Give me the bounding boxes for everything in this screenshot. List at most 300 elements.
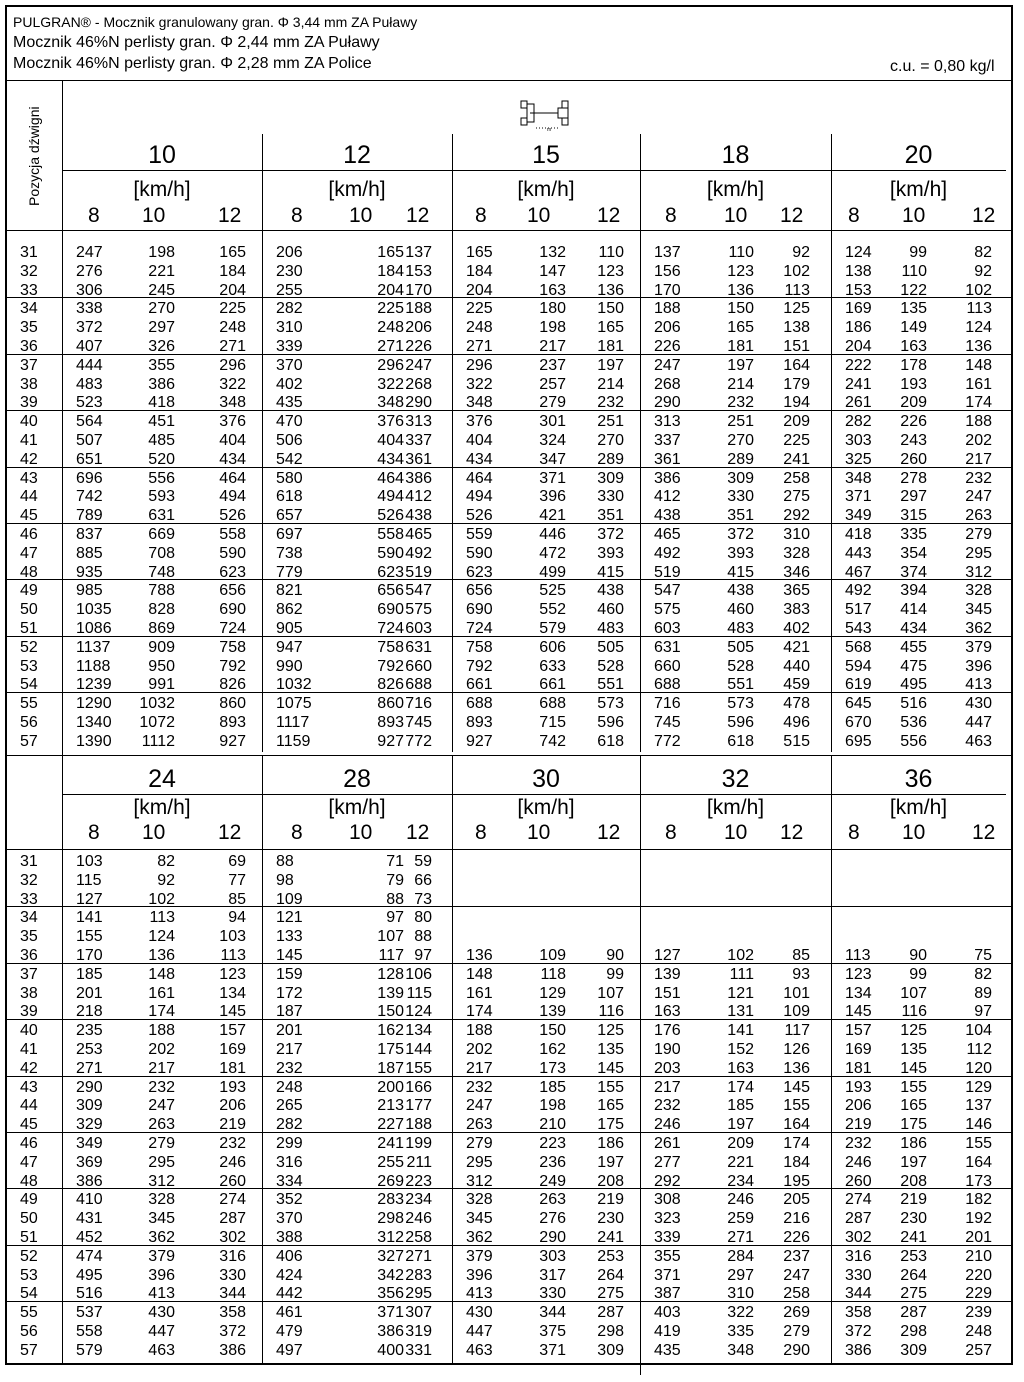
header-subtitle-1: Mocznik 46%N perlisty gran. Φ 2,44 mm ZA Puławy xyxy=(13,34,380,51)
rate-value: 204 xyxy=(466,282,493,299)
rate-value: 430 xyxy=(148,1304,175,1321)
rate-value: 594 xyxy=(845,658,872,675)
rate-value: 292 xyxy=(654,1173,681,1190)
rate-value: 552 xyxy=(539,601,566,618)
rate-value: 241 xyxy=(783,451,810,468)
rate-value: 248 xyxy=(466,319,493,336)
rate-value: 412 xyxy=(405,488,432,505)
lever-position-value: 35 xyxy=(20,928,38,945)
rate-value: 85 xyxy=(228,891,246,908)
speed-label: 8 xyxy=(291,204,303,227)
rate-value: 174 xyxy=(148,1003,175,1020)
rate-value: 505 xyxy=(597,639,624,656)
rate-value: 227 xyxy=(377,1116,404,1133)
rate-value: 515 xyxy=(783,733,810,750)
speed-label: 8 xyxy=(848,204,860,227)
rate-value: 157 xyxy=(845,1022,872,1039)
rate-value: 102 xyxy=(783,263,810,280)
rate-value: 260 xyxy=(900,451,927,468)
rate-value: 179 xyxy=(783,376,810,393)
rate-value: 862 xyxy=(276,601,303,618)
rate-value: 279 xyxy=(466,1135,493,1152)
lever-position-value: 41 xyxy=(20,1041,38,1058)
rate-value: 413 xyxy=(148,1285,175,1302)
rate-value: 324 xyxy=(539,432,566,449)
rate-value: 633 xyxy=(539,658,566,675)
rate-value: 150 xyxy=(597,300,624,317)
rate-value: 296 xyxy=(219,357,246,374)
rate-value: 745 xyxy=(654,714,681,731)
header-title: PULGRAN® - Mocznik granulowany gran. Φ 3,44 mm ZA Puławy xyxy=(13,14,418,30)
rate-value: 348 xyxy=(466,394,493,411)
rate-value: 194 xyxy=(783,394,810,411)
rate-value: 660 xyxy=(405,658,432,675)
speed-label: 8 xyxy=(291,821,303,844)
rate-value: 483 xyxy=(727,620,754,637)
rate-value: 345 xyxy=(466,1210,493,1227)
lever-position-value: 39 xyxy=(20,1003,38,1020)
rate-value: 99 xyxy=(909,244,927,261)
rate-value: 826 xyxy=(219,676,246,693)
rate-value: 596 xyxy=(727,714,754,731)
rate-value: 185 xyxy=(727,1097,754,1114)
rate-value: 279 xyxy=(783,1323,810,1340)
working-width-label: 12 xyxy=(343,141,371,169)
rate-value: 219 xyxy=(845,1116,872,1133)
rate-value: 113 xyxy=(966,300,992,317)
rate-value: 520 xyxy=(148,451,175,468)
rate-value: 153 xyxy=(405,263,432,280)
rate-value: 164 xyxy=(783,357,810,374)
rate-value: 123 xyxy=(727,263,754,280)
rate-value: 415 xyxy=(597,564,624,581)
speed-unit-label: [km/h] xyxy=(133,178,191,201)
rate-value: 121 xyxy=(727,985,754,1002)
rate-value: 276 xyxy=(76,263,103,280)
rate-value: 155 xyxy=(597,1079,624,1096)
rate-value: 232 xyxy=(654,1097,681,1114)
rate-value: 443 xyxy=(845,545,872,562)
width-column-divider xyxy=(262,134,263,752)
lever-position-value: 40 xyxy=(20,1022,38,1039)
rate-value: 279 xyxy=(539,394,566,411)
rate-value: 351 xyxy=(727,507,754,524)
rate-value: 165 xyxy=(900,1097,927,1114)
rate-value: 237 xyxy=(783,1248,810,1265)
rate-value: 275 xyxy=(597,1285,624,1302)
rate-value: 202 xyxy=(148,1041,175,1058)
lever-position-value: 54 xyxy=(20,1285,38,1302)
rate-value: 217 xyxy=(654,1079,681,1096)
rate-value: 526 xyxy=(466,507,493,524)
rate-value: 134 xyxy=(405,1022,432,1039)
rate-value: 523 xyxy=(76,394,103,411)
working-width-label: 32 xyxy=(721,765,750,793)
rate-value: 460 xyxy=(597,601,624,618)
rate-value: 232 xyxy=(466,1079,493,1096)
rate-value: 547 xyxy=(654,582,681,599)
rate-value: 271 xyxy=(466,338,493,355)
working-width-label: 24 xyxy=(148,765,176,793)
speed-label: 12 xyxy=(218,821,242,844)
rate-value: 289 xyxy=(597,451,624,468)
speed-label: 8 xyxy=(88,821,100,844)
rate-value: 163 xyxy=(900,338,927,355)
rate-value: 136 xyxy=(783,1060,810,1077)
rate-value: 330 xyxy=(219,1267,246,1284)
rate-value: 197 xyxy=(727,357,754,374)
lever-position-value: 56 xyxy=(20,1323,38,1340)
rate-value: 265 xyxy=(276,1097,303,1114)
rate-value: 249 xyxy=(539,1173,566,1190)
rate-value: 328 xyxy=(783,545,810,562)
rate-value: 188 xyxy=(148,1022,175,1039)
rate-value: 472 xyxy=(539,545,566,562)
rate-value: 438 xyxy=(597,582,624,599)
working-width-label: 36 xyxy=(904,765,933,793)
rate-value: 315 xyxy=(900,507,927,524)
lever-column-divider xyxy=(62,80,63,1365)
rate-value: 724 xyxy=(466,620,493,637)
lever-position-value: 32 xyxy=(20,872,38,889)
lever-position-value: 51 xyxy=(20,1229,38,1246)
rate-value: 690 xyxy=(466,601,493,618)
rate-value: 329 xyxy=(76,1116,103,1133)
rate-value: 141 xyxy=(727,1022,754,1039)
rate-value: 298 xyxy=(597,1323,624,1340)
rate-value: 161 xyxy=(466,985,493,1002)
rate-value: 537 xyxy=(76,1304,103,1321)
lever-position-value: 49 xyxy=(20,582,38,599)
rate-value: 505 xyxy=(727,639,754,656)
rate-value: 451 xyxy=(148,413,175,430)
rate-value: 492 xyxy=(405,545,432,562)
rate-value: 198 xyxy=(148,244,175,261)
rate-value: 339 xyxy=(654,1229,681,1246)
rate-value: 631 xyxy=(654,639,681,656)
rate-value: 136 xyxy=(148,947,175,964)
rate-value: 295 xyxy=(148,1154,175,1171)
rate-value: 575 xyxy=(405,601,432,618)
rate-value: 290 xyxy=(405,394,432,411)
rate-value: 308 xyxy=(654,1191,681,1208)
rate-value: 400 xyxy=(377,1342,404,1359)
rate-value: 301 xyxy=(539,413,566,430)
rate-value: 424 xyxy=(276,1267,303,1284)
rate-value: 464 xyxy=(377,470,404,487)
rate-value: 205 xyxy=(783,1191,810,1208)
rate-value: 402 xyxy=(276,376,303,393)
rate-value: 893 xyxy=(219,714,246,731)
lever-position-value: 42 xyxy=(20,451,38,468)
rate-value: 180 xyxy=(539,300,566,317)
rate-value: 1390 xyxy=(76,733,112,750)
rate-value: 396 xyxy=(965,658,992,675)
rate-value: 136 xyxy=(965,338,992,355)
rate-value: 116 xyxy=(598,1003,624,1020)
rate-value: 253 xyxy=(900,1248,927,1265)
rate-value: 216 xyxy=(783,1210,810,1227)
rate-value: 106 xyxy=(405,966,432,983)
rate-value: 170 xyxy=(405,282,432,299)
rate-value: 303 xyxy=(539,1248,566,1265)
rate-value: 98 xyxy=(276,872,294,889)
speed-label: 12 xyxy=(780,204,804,227)
rate-value: 310 xyxy=(783,526,810,543)
rate-value: 459 xyxy=(783,676,810,693)
lever-position-value: 34 xyxy=(20,909,38,926)
rate-value: 519 xyxy=(654,564,681,581)
rate-value: 89 xyxy=(974,985,992,1002)
rate-value: 985 xyxy=(76,582,103,599)
rate-value: 165 xyxy=(727,319,754,336)
rate-value: 131 xyxy=(727,1003,754,1020)
rate-value: 661 xyxy=(466,676,493,693)
rate-value: 225 xyxy=(466,300,493,317)
rate-value: 358 xyxy=(219,1304,246,1321)
rate-value: 197 xyxy=(597,1154,624,1171)
rate-value: 150 xyxy=(539,1022,566,1039)
rate-value: 165 xyxy=(219,244,246,261)
rate-value: 528 xyxy=(727,658,754,675)
rate-value: 195 xyxy=(783,1173,810,1190)
rate-value: 347 xyxy=(539,451,566,468)
rate-value: 950 xyxy=(148,658,175,675)
rate-value: 172 xyxy=(276,985,303,1002)
rate-value: 461 xyxy=(276,1304,303,1321)
lever-position-value: 47 xyxy=(20,1154,38,1171)
rate-value: 1086 xyxy=(76,620,112,637)
rate-value: 282 xyxy=(845,413,872,430)
rate-value: 297 xyxy=(727,1267,754,1284)
rate-value: 115 xyxy=(406,985,432,1002)
rate-value: 483 xyxy=(76,376,103,393)
rate-value: 148 xyxy=(466,966,493,983)
rate-value: 296 xyxy=(377,357,404,374)
working-width-label: 18 xyxy=(721,141,750,169)
rate-value: 528 xyxy=(597,658,624,675)
rate-value: 270 xyxy=(727,432,754,449)
rate-value: 495 xyxy=(900,676,927,693)
rate-value: 467 xyxy=(845,564,872,581)
rate-value: 202 xyxy=(466,1041,493,1058)
lever-position-value: 47 xyxy=(20,545,38,562)
rate-value: 263 xyxy=(539,1191,566,1208)
rate-value: 331 xyxy=(405,1342,432,1359)
rate-value: 136 xyxy=(466,947,493,964)
rate-value: 412 xyxy=(654,488,681,505)
lever-position-value: 46 xyxy=(20,526,38,543)
rate-value: 371 xyxy=(845,488,872,505)
rate-value: 135 xyxy=(900,300,927,317)
rate-value: 452 xyxy=(76,1229,103,1246)
rate-value: 127 xyxy=(76,891,103,908)
rate-value: 322 xyxy=(466,376,493,393)
rate-value: 146 xyxy=(965,1116,992,1133)
rate-value: 248 xyxy=(965,1323,992,1340)
rate-value: 246 xyxy=(405,1210,432,1227)
rate-value: 290 xyxy=(539,1229,566,1246)
rate-value: 150 xyxy=(727,300,754,317)
rate-value: 497 xyxy=(276,1342,303,1359)
rate-value: 724 xyxy=(219,620,246,637)
rate-value: 283 xyxy=(377,1191,404,1208)
rate-value: 519 xyxy=(405,564,432,581)
rate-value: 236 xyxy=(539,1154,566,1171)
rate-value: 217 xyxy=(466,1060,493,1077)
rate-value: 371 xyxy=(539,1342,566,1359)
rate-value: 383 xyxy=(783,601,810,618)
rate-value: 631 xyxy=(148,507,175,524)
rate-value: 232 xyxy=(148,1079,175,1096)
rate-value: 860 xyxy=(377,695,404,712)
lever-position-value: 45 xyxy=(20,507,38,524)
rate-value: 1032 xyxy=(139,695,175,712)
lever-position-value: 42 xyxy=(20,1060,38,1077)
bottom-divider-extension xyxy=(640,755,641,1375)
rate-value: 295 xyxy=(965,545,992,562)
rate-value: 71 xyxy=(386,853,404,870)
rate-value: 107 xyxy=(597,985,624,1002)
rate-value: 328 xyxy=(965,582,992,599)
rate-value: 295 xyxy=(405,1285,432,1302)
width-header-divider xyxy=(62,794,1006,795)
rate-value: 268 xyxy=(405,376,432,393)
rate-value: 603 xyxy=(654,620,681,637)
rate-value: 251 xyxy=(597,413,624,430)
rate-value: 386 xyxy=(219,1342,246,1359)
rate-value: 274 xyxy=(845,1191,872,1208)
rate-value: 270 xyxy=(148,300,175,317)
lever-position-value: 52 xyxy=(20,639,38,656)
rate-value: 708 xyxy=(148,545,175,562)
rate-value: 387 xyxy=(654,1285,681,1302)
rate-value: 885 xyxy=(76,545,103,562)
rate-value: 779 xyxy=(276,564,303,581)
rate-value: 348 xyxy=(377,394,404,411)
rate-value: 283 xyxy=(405,1267,432,1284)
rate-value: 299 xyxy=(276,1135,303,1152)
rate-value: 396 xyxy=(466,1267,493,1284)
rate-value: 110 xyxy=(598,244,624,261)
rate-value: 206 xyxy=(654,319,681,336)
rate-value: 99 xyxy=(909,966,927,983)
rate-value: 371 xyxy=(654,1267,681,1284)
rate-value: 355 xyxy=(654,1248,681,1265)
lever-position-value: 31 xyxy=(20,853,38,870)
rate-value: 117 xyxy=(378,947,404,964)
rate-value: 310 xyxy=(727,1285,754,1302)
rate-value: 306 xyxy=(76,282,103,299)
rate-value: 362 xyxy=(965,620,992,637)
lever-position-value: 43 xyxy=(20,470,38,487)
section-divider xyxy=(5,755,1013,756)
rate-value: 121 xyxy=(276,909,303,926)
rate-value: 312 xyxy=(466,1173,493,1190)
rate-value: 579 xyxy=(539,620,566,637)
rate-value: 138 xyxy=(783,319,810,336)
rate-value: 181 xyxy=(727,338,754,355)
rate-value: 229 xyxy=(965,1285,992,1302)
rate-value: 225 xyxy=(377,300,404,317)
rate-value: 421 xyxy=(783,639,810,656)
rate-value: 93 xyxy=(792,966,810,983)
speed-label: 12 xyxy=(597,821,621,844)
rate-value: 255 xyxy=(377,1154,404,1171)
rate-value: 386 xyxy=(377,1323,404,1340)
rate-value: 323 xyxy=(654,1210,681,1227)
rate-value: 173 xyxy=(965,1173,992,1190)
rate-value: 688 xyxy=(466,695,493,712)
rate-value: 298 xyxy=(900,1323,927,1340)
rate-value: 547 xyxy=(405,582,432,599)
rate-value: 526 xyxy=(377,507,404,524)
rate-value: 695 xyxy=(845,733,872,750)
rate-value: 151 xyxy=(783,338,810,355)
rate-value: 134 xyxy=(219,985,246,1002)
rate-value: 255 xyxy=(276,282,303,299)
rate-value: 354 xyxy=(900,545,927,562)
rate-value: 419 xyxy=(654,1323,681,1340)
speed-label: 8 xyxy=(88,204,100,227)
svg-text:m: m xyxy=(547,127,552,132)
rate-value: 92 xyxy=(792,244,810,261)
rate-value: 496 xyxy=(783,714,810,731)
rate-value: 223 xyxy=(405,1173,432,1190)
speed-label: 8 xyxy=(475,821,487,844)
rate-value: 335 xyxy=(900,526,927,543)
rate-value: 494 xyxy=(466,488,493,505)
rate-value: 317 xyxy=(539,1267,566,1284)
header-body-divider xyxy=(5,230,1013,231)
speed-unit-label: [km/h] xyxy=(328,796,386,819)
rate-value: 200 xyxy=(377,1079,404,1096)
rate-value: 192 xyxy=(965,1210,992,1227)
rate-value: 181 xyxy=(219,1060,246,1077)
width-header-divider xyxy=(62,170,1006,171)
rate-value: 175 xyxy=(900,1116,927,1133)
rate-value: 107 xyxy=(377,928,404,945)
rate-value: 590 xyxy=(466,545,493,562)
rate-value: 206 xyxy=(405,319,432,336)
rate-value: 322 xyxy=(219,376,246,393)
rate-value: 579 xyxy=(76,1342,103,1359)
rate-value: 177 xyxy=(405,1097,432,1114)
rate-value: 1290 xyxy=(76,695,112,712)
rate-value: 263 xyxy=(466,1116,493,1133)
rate-value: 153 xyxy=(845,282,872,299)
rate-value: 312 xyxy=(965,564,992,581)
rate-value: 661 xyxy=(539,676,566,693)
rate-value: 201 xyxy=(965,1229,992,1246)
rate-value: 268 xyxy=(654,376,681,393)
rate-value: 113 xyxy=(845,947,871,964)
rate-value: 525 xyxy=(539,582,566,599)
rate-value: 225 xyxy=(219,300,246,317)
rate-value: 344 xyxy=(539,1304,566,1321)
rate-value: 109 xyxy=(276,891,303,908)
rate-value: 251 xyxy=(727,413,754,430)
rate-value: 248 xyxy=(377,319,404,336)
rate-value: 103 xyxy=(76,853,103,870)
rate-value: 388 xyxy=(276,1229,303,1246)
rate-value: 290 xyxy=(783,1342,810,1359)
rate-value: 155 xyxy=(900,1079,927,1096)
rate-value: 478 xyxy=(783,695,810,712)
rate-value: 465 xyxy=(654,526,681,543)
rate-value: 220 xyxy=(965,1267,992,1284)
rate-value: 198 xyxy=(539,1097,566,1114)
